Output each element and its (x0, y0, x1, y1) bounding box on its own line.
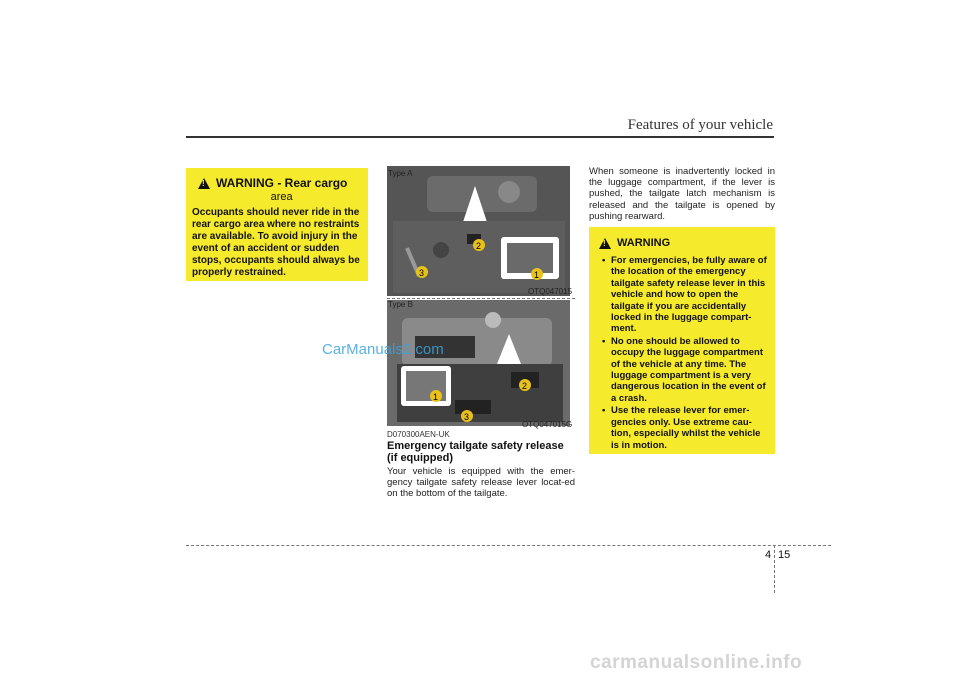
header-rule (186, 136, 774, 138)
warning-title (216, 177, 347, 204)
release-description: When someone is inadvertently locked in the luggage compartment, if the lever is pushed, the tailgate latch mechanism is released and the tailgate is opened by pushing rearward. (589, 166, 775, 222)
warning-body: Occupants should never ride in the rear cargo area where no restraints are available. To avoid injury in the event of an accident or sudden stops, occupants should always be properly restrained. (192, 207, 360, 278)
warning-item: • For emergencies, be fully aware of the location of the emergency tailgate safety release lever in this vehicle and how to open the tailgate if you are accidentally locked in the luggage compart-ment. (597, 255, 769, 335)
warning-title-row (186, 168, 368, 204)
figure-a-callouts (387, 166, 573, 296)
callout-a-2-text: 2 (476, 241, 482, 251)
section-body: Your vehicle is equipped with the emer-gency tailgate safety release lever locat-ed on the bottom of the tailgate. (387, 466, 575, 500)
figure-divider (387, 298, 575, 299)
page-chapter: 4 (765, 549, 772, 561)
warning-title-sub: area (270, 191, 293, 203)
callout-b-1-text: 1 (433, 392, 439, 402)
warning-item: • No one should be allowed to occupy the luggage compartment of the vehicle at any time. The luggage compartment is a very dangerous location in the event of a crash. (597, 336, 769, 404)
warning-title-text: WARNING - Rear cargo (216, 176, 348, 190)
warning-rear-cargo-box (186, 168, 368, 281)
figure-a-code: OTQ047015 (528, 287, 573, 296)
figure-b-code: OTQ047015G (522, 420, 573, 429)
footer-rule (186, 545, 831, 546)
footer-page-divider (774, 545, 775, 593)
callout-a-1-text: 1 (534, 270, 540, 280)
figure-b-label: Type B (388, 300, 413, 309)
callout-a-3-text: 3 (419, 268, 425, 278)
warning-main-title-row (589, 227, 775, 249)
warning-triangle-icon (599, 238, 611, 249)
section-code: D070300AEN-UK (387, 430, 450, 439)
page-number: 15 (778, 549, 791, 561)
callout-b-3-text: 3 (464, 412, 470, 422)
page-header-title: Features of your vehicle (627, 117, 773, 133)
warning-main-list (589, 255, 775, 451)
figure-b-callouts (387, 300, 570, 426)
callout-b-2-text: 2 (522, 381, 528, 391)
watermark-bottom[interactable]: carmanualsonline.info (590, 652, 803, 673)
warning-main-title: WARNING (617, 237, 671, 249)
warning-emergency-box (589, 227, 775, 454)
warning-triangle-icon (198, 178, 210, 189)
watermark-top[interactable]: CarManuals2.com (322, 341, 444, 358)
figure-a-label: Type A (388, 169, 413, 178)
section-heading: Emergency tailgate safety release (if equipped) (387, 440, 564, 464)
warning-item: • Use the release lever for emer-gencies only. Use extreme cau-tion, especially whilst the vehicle is in motion. (597, 405, 769, 451)
